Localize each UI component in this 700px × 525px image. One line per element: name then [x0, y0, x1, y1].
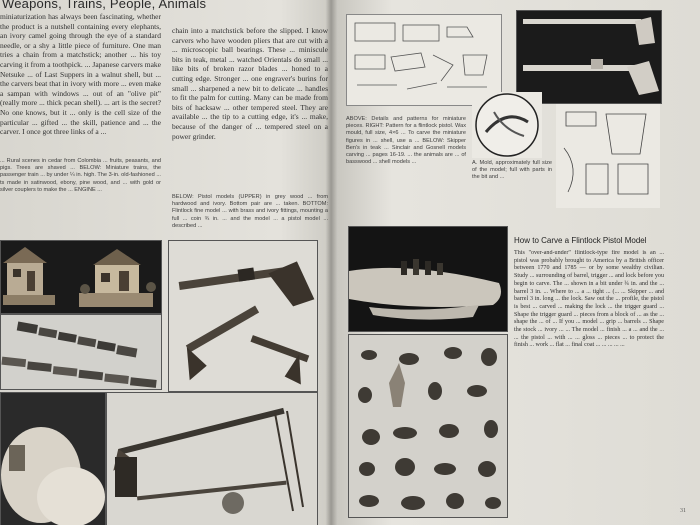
photo-hand-figures	[348, 226, 508, 332]
diagram-caption: A. Mold, approximately full size of the model; full with parts in the bit and ...	[472, 160, 552, 181]
photo-miniature-rifle	[106, 392, 318, 525]
article-text: This "over-and-under" flintlock-type fire model is an ... pistol was probably brought to America by a British officer between 1770 and 1785 — or by some wealthy civilian. Study ... surrounding of barrel, trigger ... and lock before you begin to carve. The ... shown in a bit under ¾ in. and the ... barrel 3 in. ... Where to ... a ... tight ... (... ... Skipper ... and barrel 3 in. long ... the lock. Saw out the ... profile, the pistol is best ... carved ... making the lock ... the trigger guard ... Shape the trigger guard ... pieces from a block of ... as the ... shape the ... of ... If you ... model ... grip ... barrels ... Shape the stock ... ivory ... ... The model ... finish ... a ... and the ... ... the pistol ... with ... ... gloss ... pieces ... to protect the finish ... work ... flat ... final coat ... ... ... ... ...	[514, 250, 664, 349]
photo-miniature-pistols	[168, 240, 318, 392]
photo-miniature-trains	[0, 314, 162, 390]
photo-flintlock-pattern	[516, 10, 662, 104]
left-page	[0, 0, 330, 525]
photo-carving-hand	[0, 392, 106, 525]
article-title: How to Carve a Flintlock Pistol Model	[514, 236, 647, 245]
photo-carved-animals	[348, 334, 508, 518]
right-top-caption: ABOVE: Details and patterns for miniature pieces. RIGHT: Pattern for a flintlock pistol. Wax mould, full size, 4×6 ... To carve the miniature figures in ... shell, use a ... BELOW: Skipper Ben's in teak ... Sinclair and Gosnell models carving ... pages 16-19. ... the animals are ... of basswood ... shell models ...	[346, 116, 466, 166]
diagram-carving-circle	[472, 92, 542, 158]
photo-miniature-houses	[0, 240, 162, 314]
left-column-1-caption: ... Rural scenes in cedar from Colombia ... fruits, peasants, and pigs. Trees are shaved ... BELOW: Miniature trains, the passenger train ... by under ¼ in. high. The 3-in. old-fashioned ... ts made in satinwood, ebony, pine wood, and ... with gold or silver couplers to make the ... ENGINE ...	[0, 158, 161, 193]
left-column-2-caption: BELOW: Pistol models (UPPER) in grey wood ... from hardwood and ivory. Bottom pair are ... taken. BOTTOM: Flintlock fine model ... with brass and ivory fittings, mounting a full ... coin ¾ in. ... and the model ... a pistol model ... described ...	[172, 194, 328, 229]
left-column-2-text: chain into a matchstick before the slipped. I know carvers who have wooden pliers that are cut with a ... microscopic ball bearings. These ... miniscule bits in teak, metal ... watched Orientals do small ... like bits of broken razor blades ... honed to a cutting edge. Stronger ... one engraver's burins for small ... sharpened a new bit to delicate ... handles to fit the palm for cutting. Many can be made from bits of hacksaw ... other tempered steel. They are available ... the tip to a cutting edge, it's ... make, because of the danger of ... tempered steel on a power grinder.	[172, 26, 328, 141]
left-column-1-text: miniaturization has always been fascinating, whether the product is a nutshell containing every elephants, an ivory camel going through the eye of a standard needle, or a shy a little piece of furniture. One man tries a chain from a matchstick; another ... his toy carving it from a toothpick. ... Japanese carvers make Netsuke ... of Last Suppers in a walnut shell, but ... the carvers beat that in ivory with more ... even make a sampan with windows ... out of an "olive pit" (really more ... thick pecan shell). ... art is the secret? No one knows, but it ... only is the cell size of the particular ... gifted ... the skill, patience and ... the carver. I once got three links of a ...	[0, 12, 161, 137]
page-number: 31	[680, 508, 686, 514]
running-head: Weapons, Trains, People, Animals	[2, 0, 207, 11]
right-page	[332, 0, 700, 525]
diagram-construction	[556, 104, 660, 208]
